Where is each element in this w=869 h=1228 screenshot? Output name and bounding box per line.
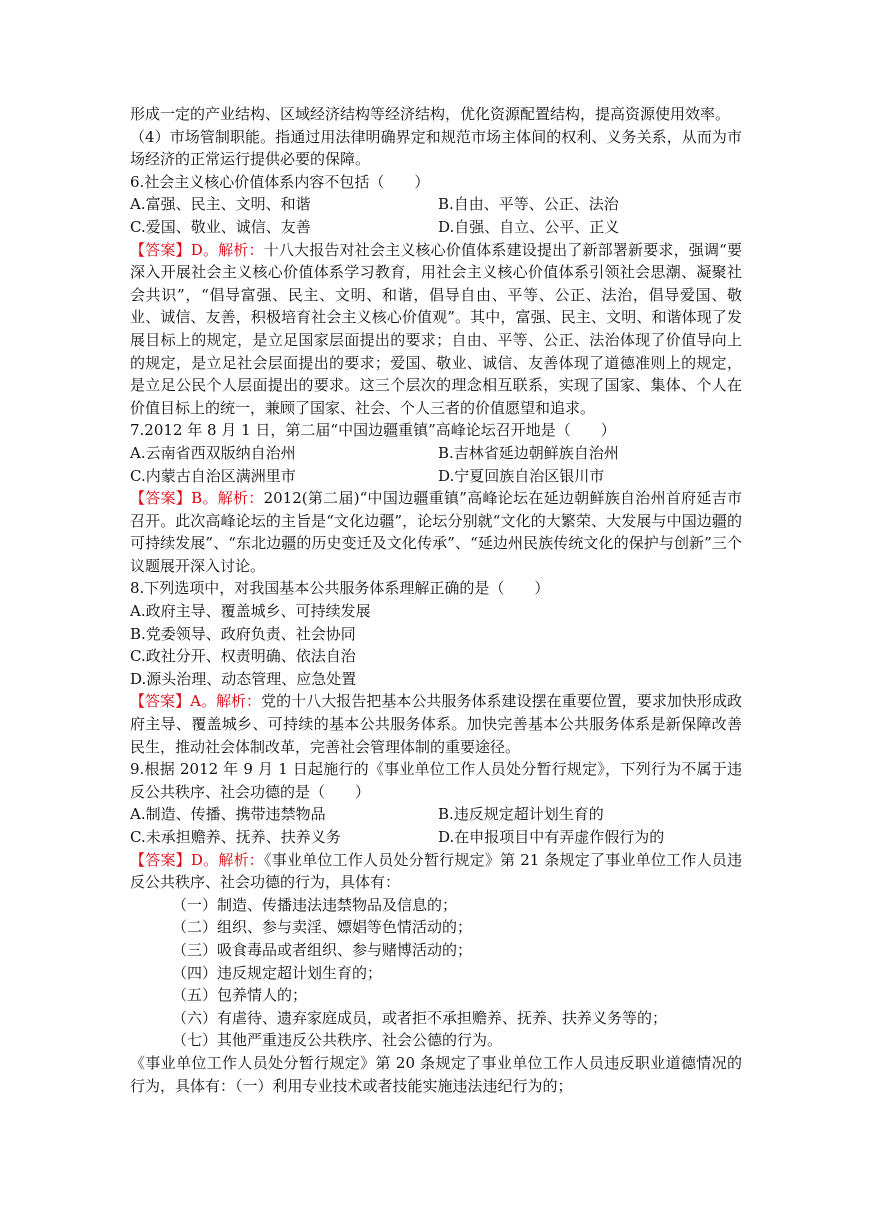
question-9-option-d: D.在申报项目中有弄虚作假行为的 (438, 828, 665, 846)
question-9-stem: 9.根据 2012 年 9 月 1 日起施行的《事业单位工作人员处分暂行规定》，下列行为不属于违反公共秩序、社会功德的是（ ） (130, 760, 742, 801)
question-7-answer (130, 487, 742, 577)
question-9-answer (130, 849, 742, 894)
question-9-options-row-1 (130, 803, 742, 826)
answer-analysis: 十八大报告对社会主义核心价值体系建设提出了新部署新要求，强调“要深入开展社会主义核心价值体系学习教育，用社会主义核心价值体系引领社会思潮、凝聚社会共识”，“倡导富强、民主、文明、和谐，倡导自由、平等、公正、法治，倡导爱国、敬业、诚信、友善，积极培育社会主义核心价值观”。其中，富强、民主、文明、和谐体现了发展目标上的规定，是立足国家层面提出的要求；自由、平等、公正、法治体现了价值导向上的规定，是立足社会层面提出的要求；爱国、敬业、诚信、友善体现了道德准则上的规定，是立足公民个人层面提出的要求。这三个层次的理念相互联系，实现了国家、集体、个人在价值目标上的统一，兼顾了国家、社会、个人三者的价值愿望和追求。 (130, 240, 742, 417)
list-item: （一）制造、传播违法违禁物品及信息的； (172, 895, 458, 914)
question-9-option-a: A.制造、传播、携带违禁物品 (130, 805, 326, 824)
intro-paragraph-1: 形成一定的产业结构、区域经济结构等经济结构，优化资源配置结构，提高资源使用效率。 (130, 105, 731, 123)
list-item: （三）吸食毒品或者组织、参与赌博活动的； (172, 940, 473, 959)
answer-analysis: 《事业单位工作人员处分暂行规定》第 21 条规定了事业单位工作人员违反公共秩序、社会功德的行为，具体有： (130, 850, 742, 892)
question-7-options-row-1 (130, 442, 742, 465)
question-7-option-b: B.吉林省延边朝鲜族自治州 (438, 443, 619, 462)
answer-label: 【答案】A。解析： (130, 692, 262, 711)
question-8-option-b: B.党委领导、政府负责、社会协同 (130, 624, 356, 643)
question-6-options-row-1 (130, 193, 742, 216)
answer-analysis: 2012(第二届)“中国边疆重镇”高峰论坛在延边朝鲜族自治州首府延吉市召开。此次高峰论坛的主旨是“文化边疆”，论坛分别就“文化的大繁荣、大发展与中国边疆的可持续发展”、“东北边疆的历史变迁及文化传承”、“延边州民族传统文化的保护与创新”三个议题展开深入讨论。 (130, 489, 742, 575)
question-6-option-a: A.富强、民主、文明、和谐 (130, 195, 311, 214)
question-7-stem: 7.2012 年 8 月 1 日，第二届“中国边疆重镇”高峰论坛召开地是（ ） (130, 421, 616, 440)
list-item: （五）包养情人的； (172, 986, 308, 1005)
question-8-option-c: C.政社分开、权责明确、依法自治 (130, 647, 356, 666)
question-9-options-row-2 (130, 826, 742, 849)
question-8-option-a: A.政府主导、覆盖城乡、可持续发展 (130, 602, 371, 621)
question-7-options-row-2 (130, 465, 742, 488)
question-6-answer (130, 239, 742, 420)
question-6-stem: 6.社会主义核心价值体系内容不包括（ ） (130, 172, 430, 191)
answer-label: 【答案】D。解析： (130, 240, 264, 259)
answer-analysis: 党的十八大报告把基本公共服务体系建设摆在重要位置，要求加快形成政府主导、覆盖城乡、可持续的基本公共服务体系。加快完善基本公共服务体系是新保障改善民生，推动社会体制改革，完善社会管理体制的重要途径。 (130, 692, 742, 756)
question-8-option-d: D.源头治理、动态管理、应急处置 (130, 669, 357, 688)
question-7-option-d: D.宁夏回族自治区银川市 (438, 466, 605, 485)
question-7-option-c: C.内蒙古自治区满洲里市 (130, 466, 296, 485)
question-8-stem: 8.下列选项中，对我国基本公共服务体系理解正确的是（ ） (130, 579, 550, 598)
answer-label: 【答案】D。解析： (130, 850, 265, 869)
question-6-options-row-2 (130, 216, 742, 239)
question-9-option-b: B.违反规定超计划生育的 (438, 805, 604, 824)
question-7-option-a: A.云南省西双版纳自治州 (130, 443, 296, 462)
question-6-option-c: C.爱国、敬业、诚信、友善 (130, 217, 311, 236)
question-6-option-d: D.自强、自立、公平、正义 (438, 217, 620, 236)
list-item: （七）其他严重违反公共秩序、社会公德的行为。 (172, 1031, 503, 1050)
question-8-answer (130, 690, 742, 758)
list-item: （二）组织、参与卖淫、嫖娼等色情活动的； (172, 918, 473, 937)
list-item: （四）违反规定超计划生育的； (172, 963, 383, 982)
document-body (130, 103, 742, 1097)
list-item: （六）有虐待、遗弃家庭成员，或者拒不承担赡养、抚养、扶养义务等的； (172, 1008, 668, 1027)
question-6-option-b: B.自由、平等、公正、法治 (438, 195, 619, 214)
question-9-option-c: C.未承担赡养、抚养、扶养义务 (130, 828, 341, 846)
intro-paragraph-2: （4）市场管制职能。指通过用法律明确界定和规范市场主体间的权利、义务关系，从而为市场经济的正常运行提供必要的保障。 (130, 127, 742, 169)
question-9-tail-paragraph: 《事业单位工作人员处分暂行规定》第 20 条规定了事业单位工作人员违反职业道德情况的行为，具体有：（一）利用专业技术或者技能实施违法违纪行为的； (130, 1053, 742, 1095)
answer-label: 【答案】B。解析： (130, 489, 264, 508)
